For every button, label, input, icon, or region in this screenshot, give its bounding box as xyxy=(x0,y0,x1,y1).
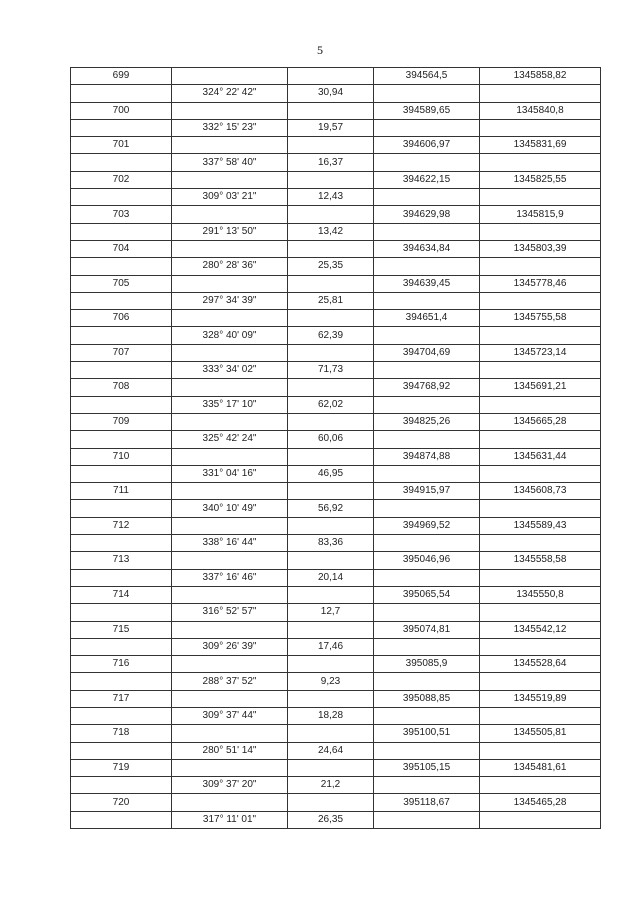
distance-cell xyxy=(288,725,374,742)
x-coordinate-cell xyxy=(374,673,480,690)
distance-cell: 12,43 xyxy=(288,189,374,206)
x-coordinate-cell xyxy=(374,258,480,275)
x-coordinate-cell: 395105,15 xyxy=(374,759,480,776)
table-row xyxy=(71,465,601,482)
table-row xyxy=(71,794,601,811)
coordinates-table xyxy=(70,67,601,829)
point-number-cell xyxy=(71,119,172,136)
distance-cell: 71,73 xyxy=(288,362,374,379)
page-number: 5 xyxy=(317,43,323,57)
point-number-cell: 703 xyxy=(71,206,172,223)
table-row xyxy=(71,85,601,102)
table-row xyxy=(71,638,601,655)
y-coordinate-cell: 1345519,89 xyxy=(480,690,601,707)
table-row xyxy=(71,68,601,85)
distance-cell: 83,36 xyxy=(288,535,374,552)
direction-angle-cell: 297° 34' 39" xyxy=(172,292,288,309)
direction-angle-cell: 309° 37' 20" xyxy=(172,777,288,794)
direction-angle-cell: 280° 28' 36" xyxy=(172,258,288,275)
point-number-cell xyxy=(71,777,172,794)
distance-cell: 25,81 xyxy=(288,292,374,309)
point-number-cell xyxy=(71,811,172,828)
table-row xyxy=(71,777,601,794)
table-row xyxy=(71,656,601,673)
y-coordinate-cell: 1345665,28 xyxy=(480,413,601,430)
x-coordinate-cell: 395085,9 xyxy=(374,656,480,673)
distance-cell xyxy=(288,171,374,188)
distance-cell xyxy=(288,759,374,776)
point-number-cell xyxy=(71,189,172,206)
direction-angle-cell: 328° 40' 09" xyxy=(172,327,288,344)
distance-cell: 21,2 xyxy=(288,777,374,794)
table-row xyxy=(71,621,601,638)
distance-cell: 56,92 xyxy=(288,500,374,517)
table-row xyxy=(71,223,601,240)
table-row xyxy=(71,604,601,621)
point-number-cell: 702 xyxy=(71,171,172,188)
direction-angle-cell xyxy=(172,656,288,673)
y-coordinate-cell: 1345528,64 xyxy=(480,656,601,673)
distance-cell xyxy=(288,794,374,811)
distance-cell xyxy=(288,413,374,430)
table-row xyxy=(71,379,601,396)
y-coordinate-cell xyxy=(480,742,601,759)
distance-cell xyxy=(288,379,374,396)
table-row xyxy=(71,586,601,603)
point-number-cell: 712 xyxy=(71,517,172,534)
y-coordinate-cell: 1345778,46 xyxy=(480,275,601,292)
distance-cell xyxy=(288,517,374,534)
point-number-cell: 715 xyxy=(71,621,172,638)
point-number-cell xyxy=(71,258,172,275)
y-coordinate-cell: 1345825,55 xyxy=(480,171,601,188)
point-number-cell xyxy=(71,673,172,690)
table-row xyxy=(71,102,601,119)
distance-cell xyxy=(288,206,374,223)
table-row xyxy=(71,240,601,257)
y-coordinate-cell xyxy=(480,258,601,275)
point-number-cell: 714 xyxy=(71,586,172,603)
y-coordinate-cell: 1345815,9 xyxy=(480,206,601,223)
point-number-cell: 699 xyxy=(71,68,172,85)
table-row xyxy=(71,275,601,292)
x-coordinate-cell: 395088,85 xyxy=(374,690,480,707)
distance-cell: 16,37 xyxy=(288,154,374,171)
table-row xyxy=(71,413,601,430)
direction-angle-cell xyxy=(172,794,288,811)
y-coordinate-cell xyxy=(480,777,601,794)
x-coordinate-cell: 395046,96 xyxy=(374,552,480,569)
direction-angle-cell xyxy=(172,586,288,603)
x-coordinate-cell xyxy=(374,292,480,309)
point-number-cell xyxy=(71,431,172,448)
distance-cell: 24,64 xyxy=(288,742,374,759)
direction-angle-cell: 317° 11' 01" xyxy=(172,811,288,828)
table-row xyxy=(71,690,601,707)
point-number-cell xyxy=(71,500,172,517)
point-number-cell: 706 xyxy=(71,310,172,327)
table-row xyxy=(71,171,601,188)
x-coordinate-cell xyxy=(374,777,480,794)
distance-cell xyxy=(288,586,374,603)
distance-cell xyxy=(288,483,374,500)
distance-cell: 9,23 xyxy=(288,673,374,690)
table-row xyxy=(71,742,601,759)
direction-angle-cell xyxy=(172,517,288,534)
x-coordinate-cell xyxy=(374,85,480,102)
point-number-cell: 713 xyxy=(71,552,172,569)
x-coordinate-cell: 394768,92 xyxy=(374,379,480,396)
coordinates-table-body xyxy=(71,68,601,829)
x-coordinate-cell xyxy=(374,811,480,828)
direction-angle-cell: 337° 16' 46" xyxy=(172,569,288,586)
table-row xyxy=(71,258,601,275)
x-coordinate-cell: 394874,88 xyxy=(374,448,480,465)
direction-angle-cell xyxy=(172,137,288,154)
distance-cell: 62,02 xyxy=(288,396,374,413)
y-coordinate-cell xyxy=(480,85,601,102)
table-row xyxy=(71,673,601,690)
point-number-cell: 700 xyxy=(71,102,172,119)
point-number-cell xyxy=(71,707,172,724)
direction-angle-cell xyxy=(172,552,288,569)
distance-cell: 18,28 xyxy=(288,707,374,724)
y-coordinate-cell: 1345691,21 xyxy=(480,379,601,396)
direction-angle-cell: 316° 52' 57" xyxy=(172,604,288,621)
direction-angle-cell: 333° 34' 02" xyxy=(172,362,288,379)
table-row xyxy=(71,535,601,552)
point-number-cell xyxy=(71,465,172,482)
table-row xyxy=(71,759,601,776)
direction-angle-cell: 309° 37' 44" xyxy=(172,707,288,724)
direction-angle-cell xyxy=(172,171,288,188)
y-coordinate-cell xyxy=(480,327,601,344)
distance-cell xyxy=(288,552,374,569)
point-number-cell xyxy=(71,292,172,309)
y-coordinate-cell xyxy=(480,223,601,240)
y-coordinate-cell xyxy=(480,292,601,309)
x-coordinate-cell: 394589,65 xyxy=(374,102,480,119)
table-row xyxy=(71,154,601,171)
direction-angle-cell xyxy=(172,206,288,223)
table-row xyxy=(71,362,601,379)
point-number-cell: 720 xyxy=(71,794,172,811)
distance-cell xyxy=(288,344,374,361)
direction-angle-cell: 309° 03' 21" xyxy=(172,189,288,206)
x-coordinate-cell xyxy=(374,569,480,586)
point-number-cell: 710 xyxy=(71,448,172,465)
x-coordinate-cell xyxy=(374,154,480,171)
distance-cell xyxy=(288,275,374,292)
point-number-cell: 719 xyxy=(71,759,172,776)
direction-angle-cell: 331° 04' 16" xyxy=(172,465,288,482)
table-row xyxy=(71,189,601,206)
direction-angle-cell xyxy=(172,68,288,85)
point-number-cell xyxy=(71,362,172,379)
x-coordinate-cell xyxy=(374,604,480,621)
x-coordinate-cell: 394634,84 xyxy=(374,240,480,257)
table-row xyxy=(71,707,601,724)
point-number-cell xyxy=(71,223,172,240)
table-row xyxy=(71,725,601,742)
y-coordinate-cell xyxy=(480,673,601,690)
x-coordinate-cell: 394606,97 xyxy=(374,137,480,154)
y-coordinate-cell xyxy=(480,638,601,655)
x-coordinate-cell xyxy=(374,396,480,413)
point-number-cell: 704 xyxy=(71,240,172,257)
table-row xyxy=(71,327,601,344)
x-coordinate-cell: 395100,51 xyxy=(374,725,480,742)
table-row xyxy=(71,431,601,448)
distance-cell: 13,42 xyxy=(288,223,374,240)
point-number-cell xyxy=(71,604,172,621)
distance-cell xyxy=(288,310,374,327)
y-coordinate-cell xyxy=(480,431,601,448)
direction-angle-cell: 291° 13' 50" xyxy=(172,223,288,240)
y-coordinate-cell: 1345723,14 xyxy=(480,344,601,361)
x-coordinate-cell xyxy=(374,189,480,206)
direction-angle-cell: 338° 16' 44" xyxy=(172,535,288,552)
x-coordinate-cell xyxy=(374,638,480,655)
y-coordinate-cell: 1345550,8 xyxy=(480,586,601,603)
x-coordinate-cell: 394704,69 xyxy=(374,344,480,361)
x-coordinate-cell xyxy=(374,707,480,724)
x-coordinate-cell: 395118,67 xyxy=(374,794,480,811)
y-coordinate-cell xyxy=(480,465,601,482)
point-number-cell xyxy=(71,154,172,171)
y-coordinate-cell: 1345481,61 xyxy=(480,759,601,776)
x-coordinate-cell: 395065,54 xyxy=(374,586,480,603)
x-coordinate-cell: 394969,52 xyxy=(374,517,480,534)
x-coordinate-cell: 394651,4 xyxy=(374,310,480,327)
y-coordinate-cell xyxy=(480,811,601,828)
table-row xyxy=(71,552,601,569)
direction-angle-cell: 335° 17' 10" xyxy=(172,396,288,413)
table-row xyxy=(71,310,601,327)
direction-angle-cell: 288° 37' 52" xyxy=(172,673,288,690)
table-row xyxy=(71,292,601,309)
direction-angle-cell xyxy=(172,275,288,292)
y-coordinate-cell: 1345858,82 xyxy=(480,68,601,85)
table-row xyxy=(71,206,601,223)
direction-angle-cell: 325° 42' 24" xyxy=(172,431,288,448)
y-coordinate-cell: 1345631,44 xyxy=(480,448,601,465)
table-row xyxy=(71,396,601,413)
y-coordinate-cell: 1345505,81 xyxy=(480,725,601,742)
y-coordinate-cell: 1345608,73 xyxy=(480,483,601,500)
point-number-cell: 716 xyxy=(71,656,172,673)
point-number-cell: 718 xyxy=(71,725,172,742)
direction-angle-cell xyxy=(172,759,288,776)
x-coordinate-cell xyxy=(374,223,480,240)
x-coordinate-cell xyxy=(374,742,480,759)
y-coordinate-cell xyxy=(480,189,601,206)
point-number-cell: 708 xyxy=(71,379,172,396)
point-number-cell: 717 xyxy=(71,690,172,707)
y-coordinate-cell: 1345589,43 xyxy=(480,517,601,534)
distance-cell: 12,7 xyxy=(288,604,374,621)
point-number-cell: 701 xyxy=(71,137,172,154)
x-coordinate-cell: 394622,15 xyxy=(374,171,480,188)
distance-cell: 26,35 xyxy=(288,811,374,828)
direction-angle-cell xyxy=(172,344,288,361)
table-row xyxy=(71,569,601,586)
distance-cell xyxy=(288,102,374,119)
y-coordinate-cell: 1345542,12 xyxy=(480,621,601,638)
point-number-cell xyxy=(71,569,172,586)
distance-cell: 62,39 xyxy=(288,327,374,344)
y-coordinate-cell xyxy=(480,535,601,552)
table-row xyxy=(71,811,601,828)
direction-angle-cell: 340° 10' 49" xyxy=(172,500,288,517)
point-number-cell: 709 xyxy=(71,413,172,430)
point-number-cell: 705 xyxy=(71,275,172,292)
x-coordinate-cell: 394825,26 xyxy=(374,413,480,430)
direction-angle-cell: 280° 51' 14" xyxy=(172,742,288,759)
point-number-cell: 707 xyxy=(71,344,172,361)
direction-angle-cell: 324° 22' 42" xyxy=(172,85,288,102)
distance-cell xyxy=(288,656,374,673)
y-coordinate-cell: 1345831,69 xyxy=(480,137,601,154)
distance-cell xyxy=(288,240,374,257)
point-number-cell xyxy=(71,638,172,655)
direction-angle-cell xyxy=(172,483,288,500)
y-coordinate-cell xyxy=(480,362,601,379)
distance-cell: 20,14 xyxy=(288,569,374,586)
table-row xyxy=(71,517,601,534)
x-coordinate-cell: 394629,98 xyxy=(374,206,480,223)
point-number-cell xyxy=(71,327,172,344)
table-row xyxy=(71,119,601,136)
x-coordinate-cell xyxy=(374,465,480,482)
distance-cell: 25,35 xyxy=(288,258,374,275)
y-coordinate-cell: 1345803,39 xyxy=(480,240,601,257)
direction-angle-cell xyxy=(172,448,288,465)
y-coordinate-cell xyxy=(480,154,601,171)
table-row xyxy=(71,483,601,500)
y-coordinate-cell xyxy=(480,500,601,517)
distance-cell xyxy=(288,448,374,465)
y-coordinate-cell xyxy=(480,569,601,586)
distance-cell: 60,06 xyxy=(288,431,374,448)
table-row xyxy=(71,137,601,154)
distance-cell: 19,57 xyxy=(288,119,374,136)
x-coordinate-cell: 394564,5 xyxy=(374,68,480,85)
direction-angle-cell xyxy=(172,102,288,119)
direction-angle-cell xyxy=(172,310,288,327)
distance-cell: 30,94 xyxy=(288,85,374,102)
x-coordinate-cell xyxy=(374,119,480,136)
y-coordinate-cell xyxy=(480,396,601,413)
x-coordinate-cell: 395074,81 xyxy=(374,621,480,638)
distance-cell xyxy=(288,690,374,707)
distance-cell: 46,95 xyxy=(288,465,374,482)
direction-angle-cell xyxy=(172,621,288,638)
direction-angle-cell: 337° 58' 40" xyxy=(172,154,288,171)
x-coordinate-cell xyxy=(374,327,480,344)
direction-angle-cell xyxy=(172,413,288,430)
table-row xyxy=(71,500,601,517)
x-coordinate-cell: 394639,45 xyxy=(374,275,480,292)
distance-cell xyxy=(288,68,374,85)
point-number-cell xyxy=(71,742,172,759)
x-coordinate-cell xyxy=(374,362,480,379)
point-number-cell xyxy=(71,535,172,552)
y-coordinate-cell: 1345755,58 xyxy=(480,310,601,327)
direction-angle-cell: 332° 15' 23" xyxy=(172,119,288,136)
y-coordinate-cell xyxy=(480,707,601,724)
direction-angle-cell xyxy=(172,240,288,257)
y-coordinate-cell: 1345465,28 xyxy=(480,794,601,811)
direction-angle-cell xyxy=(172,725,288,742)
direction-angle-cell xyxy=(172,379,288,396)
point-number-cell xyxy=(71,85,172,102)
point-number-cell: 711 xyxy=(71,483,172,500)
distance-cell xyxy=(288,137,374,154)
x-coordinate-cell xyxy=(374,535,480,552)
distance-cell xyxy=(288,621,374,638)
x-coordinate-cell: 394915,97 xyxy=(374,483,480,500)
table-row xyxy=(71,344,601,361)
y-coordinate-cell: 1345558,58 xyxy=(480,552,601,569)
direction-angle-cell xyxy=(172,690,288,707)
point-number-cell xyxy=(71,396,172,413)
table-row xyxy=(71,448,601,465)
y-coordinate-cell xyxy=(480,604,601,621)
x-coordinate-cell xyxy=(374,500,480,517)
direction-angle-cell: 309° 26' 39" xyxy=(172,638,288,655)
x-coordinate-cell xyxy=(374,431,480,448)
distance-cell: 17,46 xyxy=(288,638,374,655)
y-coordinate-cell xyxy=(480,119,601,136)
y-coordinate-cell: 1345840,8 xyxy=(480,102,601,119)
